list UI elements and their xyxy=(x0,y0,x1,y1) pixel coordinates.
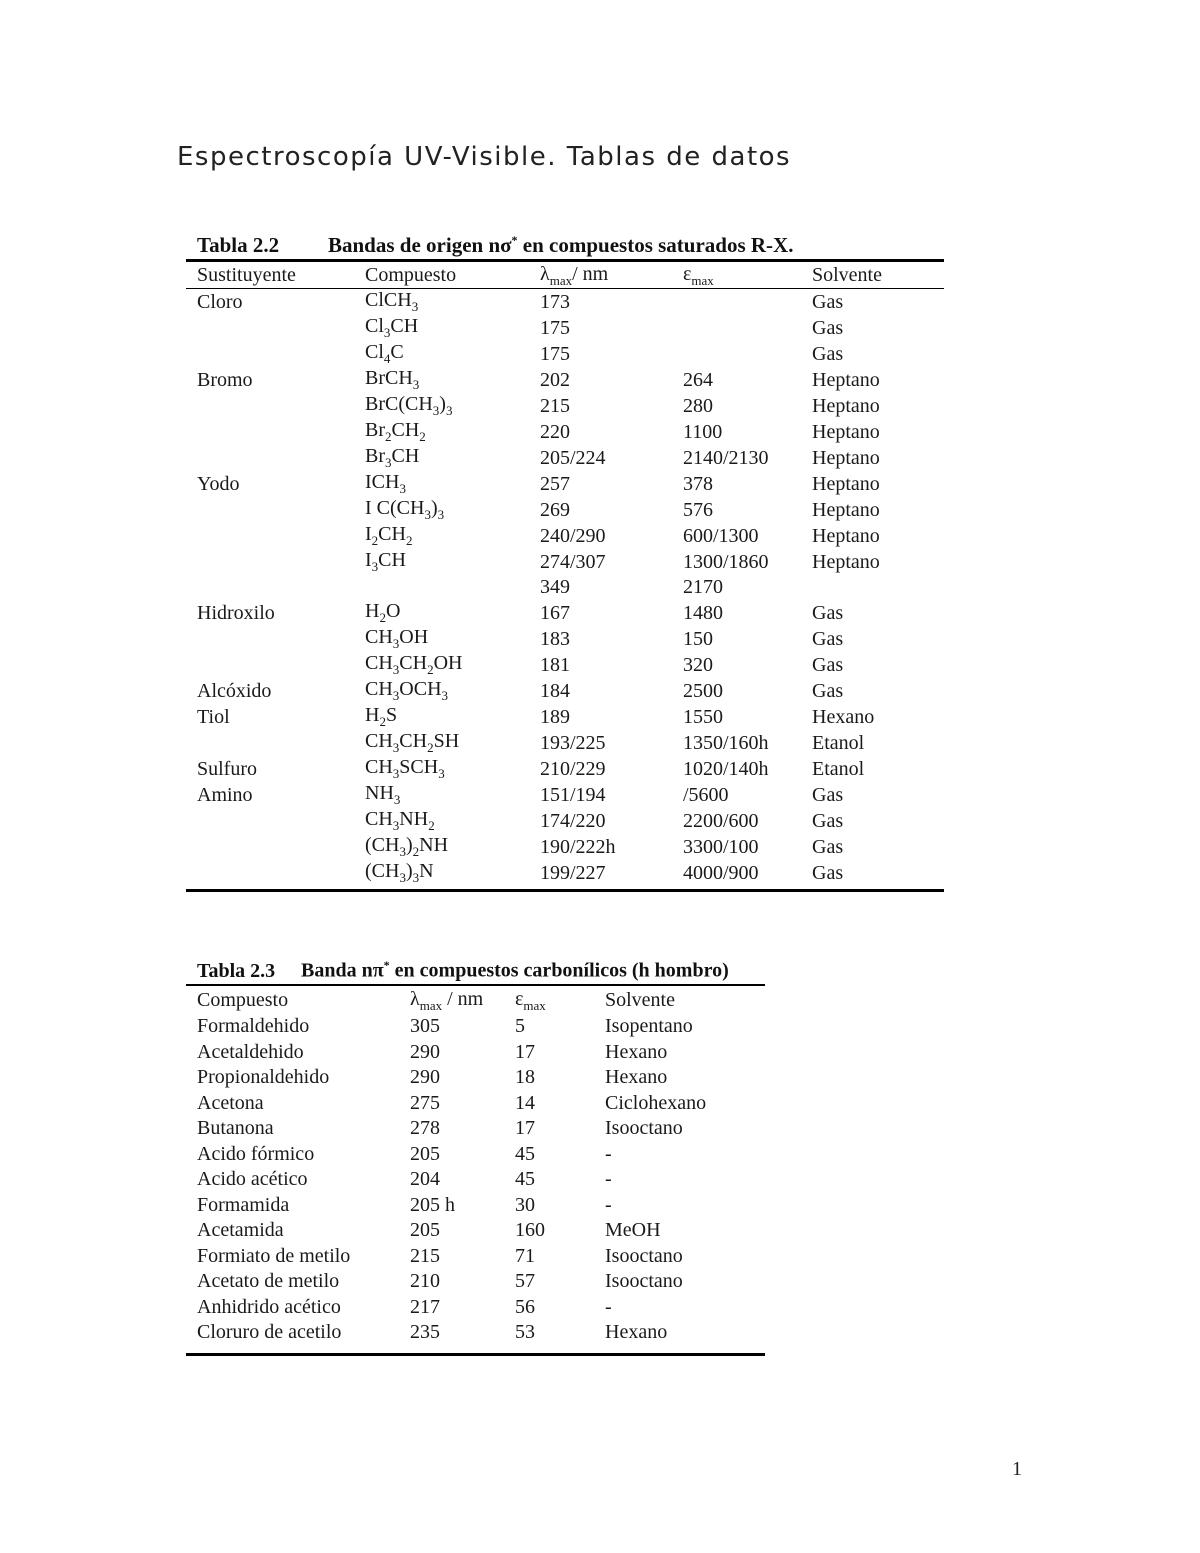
table-2-3-caption-sup: * xyxy=(383,958,390,972)
table-cell xyxy=(812,575,952,600)
table-row xyxy=(197,549,952,575)
table-cell xyxy=(197,497,365,523)
table-cell: 257 xyxy=(540,472,570,495)
table-cell: Gas xyxy=(812,342,844,365)
table-cell: 320 xyxy=(683,653,713,676)
table-2-2 xyxy=(197,262,952,886)
table-row xyxy=(197,419,952,445)
table-cell: $Br_3CH$ xyxy=(365,445,420,470)
table-cell: 217 xyxy=(410,1295,440,1318)
table-row xyxy=(197,1116,765,1142)
table-cell: Heptano xyxy=(812,498,880,521)
table-row xyxy=(197,341,952,367)
table-cell xyxy=(197,626,365,652)
table-cell: Heptano xyxy=(812,524,880,547)
table-cell: Hidroxilo xyxy=(197,601,275,624)
table-row xyxy=(197,652,952,678)
table-cell: 2200/600 xyxy=(683,809,759,832)
table-cell xyxy=(197,393,365,419)
table-row xyxy=(197,1295,765,1321)
table-row xyxy=(197,445,952,471)
table-cell: 264 xyxy=(683,368,713,391)
table-cell: Propionaldehido xyxy=(197,1066,330,1089)
table-cell: Isooctano xyxy=(605,1270,683,1293)
table-2-3-header-row xyxy=(197,987,765,1014)
table-cell: 2140/2130 xyxy=(683,446,769,469)
table-cell xyxy=(197,652,365,678)
table-cell: 1480 xyxy=(683,601,723,624)
table-2-2-caption xyxy=(197,233,793,258)
table-cell: Heptano xyxy=(812,472,880,495)
table-row xyxy=(197,704,952,730)
table-cell: 2500 xyxy=(683,679,723,702)
table-cell: Etanol xyxy=(812,731,865,754)
table-2-2-caption-sup: * xyxy=(511,233,518,247)
table-2-3-bottom-rule xyxy=(186,1353,765,1356)
table-2-3-caption xyxy=(197,958,729,983)
table-cell: 210/229 xyxy=(540,757,606,780)
table-2-3-top-rule xyxy=(186,984,765,986)
table-cell: BrCH$_3$ xyxy=(365,367,420,392)
table-2-2-caption-tail: en compuestos saturados R-X. xyxy=(517,233,794,257)
table-cell: 278 xyxy=(410,1117,440,1140)
table-cell: 210 xyxy=(410,1270,440,1293)
table-cell: $Br_2CH_2$ xyxy=(365,419,426,444)
table-cell: Acetamida xyxy=(197,1219,284,1242)
table-cell: 275 xyxy=(410,1091,440,1114)
table-cell: Heptano xyxy=(812,550,880,573)
table-cell: 378 xyxy=(683,472,713,495)
table-cell: Gas xyxy=(812,627,844,650)
table-cell: 199/227 xyxy=(540,861,606,884)
table-cell: 269 xyxy=(540,498,570,521)
table-cell: Anhidrido acético xyxy=(197,1295,341,1318)
table-cell: $(CH_3)_3N$ xyxy=(365,860,434,886)
table-cell: 3300/100 xyxy=(683,835,759,858)
table-cell xyxy=(683,289,812,315)
table-cell: Hexano xyxy=(605,1321,668,1344)
table-cell: $CH_3CH_2OH$ xyxy=(365,652,463,678)
table-2-3-number: Tabla 2.3 xyxy=(197,959,276,982)
table-cell: $NH_3$ xyxy=(365,782,401,808)
table-cell xyxy=(197,419,365,445)
table-cell: 53 xyxy=(515,1321,535,1344)
header-cell: $\varepsilon_{max}$ xyxy=(515,987,546,1013)
table-cell xyxy=(197,549,365,575)
header-cell: Solvente xyxy=(605,989,675,1011)
table-2-3 xyxy=(197,987,765,1346)
table-cell: 205 xyxy=(410,1142,440,1165)
table-cell: 71 xyxy=(515,1244,535,1267)
table-row xyxy=(197,730,952,756)
table-cell: 240/290 xyxy=(540,524,606,547)
table-cell: 151/194 xyxy=(540,783,606,806)
table-cell xyxy=(683,341,812,367)
table-cell: 205 xyxy=(410,1219,440,1242)
table-cell xyxy=(197,730,365,756)
table-cell: 1350/160h xyxy=(683,731,769,754)
table-cell xyxy=(197,315,365,341)
table-cell xyxy=(197,575,365,600)
table-cell: 600/1300 xyxy=(683,524,759,547)
table-cell: $Cl_3CH$ xyxy=(365,315,419,340)
table-cell: $ICH_3$ xyxy=(365,471,406,496)
table-cell: $CH_3CH_2SH$ xyxy=(365,730,460,756)
table-cell: 173 xyxy=(540,290,570,313)
table-cell: 184 xyxy=(540,679,570,702)
table-cell: Gas xyxy=(812,809,844,832)
header-cell: Compuesto xyxy=(197,989,289,1011)
table-cell: Amino xyxy=(197,783,253,806)
table-cell: Heptano xyxy=(812,420,880,443)
table-cell: Acido acético xyxy=(197,1168,308,1191)
table-cell: - xyxy=(605,1142,612,1165)
table-cell: $CH_3SCH_3$ xyxy=(365,756,445,782)
table-cell: 30 xyxy=(515,1193,535,1216)
table-row xyxy=(197,834,952,860)
table-cell: 193/225 xyxy=(540,731,606,754)
table-cell: Butanona xyxy=(197,1117,274,1140)
table-cell: Formiato de metilo xyxy=(197,1244,351,1267)
table-cell: 274/307 xyxy=(540,550,606,573)
table-cell: 305 xyxy=(410,1015,440,1038)
table-row xyxy=(197,1244,765,1270)
table-row xyxy=(197,600,952,626)
table-cell: 14 xyxy=(515,1091,535,1114)
table-cell: $CH_3OH$ xyxy=(365,626,429,652)
table-cell: Gas xyxy=(812,679,844,702)
table-cell: MeOH xyxy=(605,1219,661,1242)
table-cell: Formaldehido xyxy=(197,1015,310,1038)
table-2-2-bottom-rule xyxy=(186,889,944,892)
table-cell: Etanol xyxy=(812,757,865,780)
table-cell: 45 xyxy=(515,1168,535,1191)
table-row xyxy=(197,1091,765,1117)
table-cell: Sulfuro xyxy=(197,757,257,780)
table-cell: Isooctano xyxy=(605,1117,683,1140)
table-row xyxy=(197,315,952,341)
table-cell: Isopentano xyxy=(605,1015,693,1038)
table-cell: Cloruro de acetilo xyxy=(197,1321,342,1344)
table-cell: $H_2S$ xyxy=(365,704,398,730)
header-cell: Sustituyente xyxy=(197,264,296,286)
table-cell: Heptano xyxy=(812,446,880,469)
table-cell: 576 xyxy=(683,498,713,521)
table-cell: 204 xyxy=(410,1168,440,1191)
table-2-2-body xyxy=(197,262,952,886)
table-row xyxy=(197,1142,765,1168)
table-cell: $I_3CH$ xyxy=(365,549,406,574)
table-cell: - xyxy=(605,1295,612,1318)
table-cell: 205 h xyxy=(410,1193,455,1216)
table-cell xyxy=(683,315,812,341)
table-cell: 183 xyxy=(540,627,570,650)
table-cell: 220 xyxy=(540,420,570,443)
table-cell: 5 xyxy=(515,1015,525,1038)
table-row xyxy=(197,575,952,600)
table-cell xyxy=(197,834,365,860)
table-cell xyxy=(197,808,365,834)
table-row xyxy=(197,471,952,497)
header-cell: Compuesto xyxy=(365,264,457,286)
table-cell: 290 xyxy=(410,1066,440,1089)
table-cell: Gas xyxy=(812,316,844,339)
table-cell: 1300/1860 xyxy=(683,550,769,573)
table-cell: Cloro xyxy=(197,290,243,313)
table-cell: Acetona xyxy=(197,1091,264,1114)
table-cell: 45 xyxy=(515,1142,535,1165)
table-cell: Heptano xyxy=(812,394,880,417)
table-cell: $CH_3OCH_3$ xyxy=(365,678,449,704)
table-cell: - xyxy=(605,1193,612,1216)
table-row xyxy=(197,367,952,393)
table-cell: Yodo xyxy=(197,472,240,495)
table-cell: $(CH_3)_2NH$ xyxy=(365,834,449,860)
table-cell: 1020/140h xyxy=(683,757,769,780)
table-row xyxy=(197,756,952,782)
table-row xyxy=(197,1167,765,1193)
table-cell: Acido fórmico xyxy=(197,1142,315,1165)
table-cell: 205/224 xyxy=(540,446,606,469)
table-row xyxy=(197,626,952,652)
table-row xyxy=(197,1014,765,1040)
table-cell xyxy=(197,860,365,886)
table-cell: $Cl_4C$ xyxy=(365,341,404,366)
table-cell: 174/220 xyxy=(540,809,606,832)
table-cell: 150 xyxy=(683,627,713,650)
table-row xyxy=(197,1320,765,1346)
table-2-2-caption-text: Bandas de origen nσ xyxy=(328,233,512,257)
table-cell: Bromo xyxy=(197,368,253,391)
table-cell: /5600 xyxy=(683,783,729,806)
table-cell: Gas xyxy=(812,601,844,624)
table-cell: Hexano xyxy=(605,1066,668,1089)
table-row xyxy=(197,678,952,704)
table-cell: Heptano xyxy=(812,368,880,391)
header-cell: Solvente xyxy=(812,264,882,286)
table-cell: Formamida xyxy=(197,1193,290,1216)
table-row xyxy=(197,289,952,315)
page-number: 1 xyxy=(1012,1458,1022,1480)
table-cell xyxy=(365,575,540,600)
table-cell: 1550 xyxy=(683,705,723,728)
table-cell: 17 xyxy=(515,1117,535,1140)
table-cell: Acetaldehido xyxy=(197,1040,304,1063)
table-cell: Tiol xyxy=(197,705,230,728)
table-cell: 2170 xyxy=(683,576,723,599)
header-cell: $\varepsilon_{max}$ xyxy=(683,262,714,288)
table-cell: 160 xyxy=(515,1219,545,1242)
table-cell: Hexano xyxy=(605,1040,668,1063)
table-cell: 181 xyxy=(540,653,570,676)
table-cell: $I_2CH_2$ xyxy=(365,523,413,548)
table-cell: 18 xyxy=(515,1066,535,1089)
table-cell: 202 xyxy=(540,368,570,391)
table-cell: 290 xyxy=(410,1040,440,1063)
table-row xyxy=(197,497,952,523)
table-cell: 175 xyxy=(540,342,570,365)
table-2-3-body xyxy=(197,987,765,1346)
table-cell: 4000/900 xyxy=(683,861,759,884)
table-cell: $BrC(CH_3)_3$ xyxy=(365,393,453,418)
table-cell: 235 xyxy=(410,1321,440,1344)
table-cell xyxy=(197,445,365,471)
table-row xyxy=(197,782,952,808)
table-row xyxy=(197,393,952,419)
table-cell xyxy=(197,523,365,549)
table-cell: 280 xyxy=(683,394,713,417)
table-cell: 56 xyxy=(515,1295,535,1318)
table-row xyxy=(197,523,952,549)
table-row xyxy=(197,808,952,834)
table-cell: Gas xyxy=(812,861,844,884)
table-cell: 1100 xyxy=(683,420,723,443)
table-cell: 215 xyxy=(410,1244,440,1267)
table-cell: Gas xyxy=(812,783,844,806)
table-cell: I $C(CH_3)_3$ xyxy=(365,497,445,522)
table-cell: 175 xyxy=(540,316,570,339)
table-cell: Alcóxido xyxy=(197,679,272,702)
table-row xyxy=(197,1040,765,1066)
page-title: Espectroscopía UV-Visible. Tablas de datos xyxy=(177,142,792,172)
table-row xyxy=(197,860,952,886)
table-cell: $CH_3NH_2$ xyxy=(365,808,435,834)
table-cell: 190/222h xyxy=(540,835,616,858)
header-cell: $\lambda_{max}$ / nm xyxy=(410,987,484,1013)
table-row xyxy=(197,1218,765,1244)
header-cell: $\lambda_{max}/$ nm xyxy=(540,262,609,288)
table-cell: 349 xyxy=(540,576,570,599)
table-2-3-caption-tail: en compuestos carbonílicos (h hombro) xyxy=(389,959,729,982)
table-2-2-number: Tabla 2.2 xyxy=(197,233,280,257)
table-cell: $H_2O$ xyxy=(365,600,401,626)
table-cell: Gas xyxy=(812,290,844,313)
table-cell: 189 xyxy=(540,705,570,728)
table-cell: Ciclohexano xyxy=(605,1091,707,1114)
table-cell: - xyxy=(605,1168,612,1191)
table-cell: ClCH$_3$ xyxy=(365,289,419,314)
table-row xyxy=(197,1269,765,1295)
table-cell: 215 xyxy=(540,394,570,417)
table-cell: 57 xyxy=(515,1270,535,1293)
table-cell: 167 xyxy=(540,601,570,624)
table-cell: Hexano xyxy=(812,705,875,728)
table-cell: Gas xyxy=(812,835,844,858)
table-row xyxy=(197,1065,765,1091)
table-cell: Gas xyxy=(812,653,844,676)
table-cell: Acetato de metilo xyxy=(197,1270,340,1293)
table-2-3-caption-text: Banda nπ xyxy=(301,959,384,982)
table-row xyxy=(197,1193,765,1219)
table-cell: 17 xyxy=(515,1040,535,1063)
table-cell xyxy=(197,341,365,367)
table-cell: Isooctano xyxy=(605,1244,683,1267)
table-2-2-header-row xyxy=(197,262,952,289)
